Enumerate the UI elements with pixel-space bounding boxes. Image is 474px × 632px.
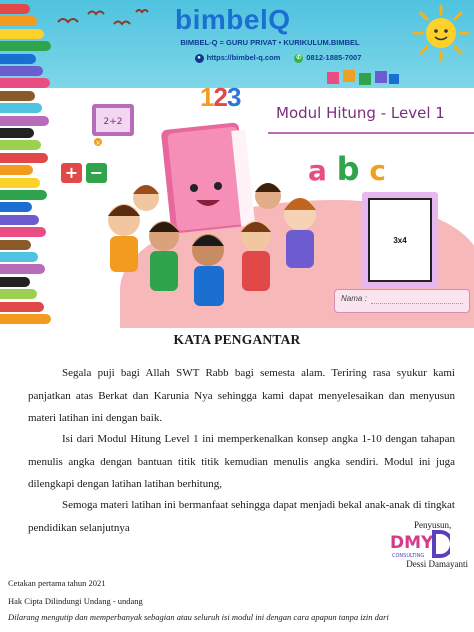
svg-text:+: + <box>64 163 79 182</box>
name-field-box <box>334 289 470 313</box>
birds-icon <box>48 4 158 34</box>
pencil-shape <box>0 252 38 262</box>
brand-logo <box>175 4 355 40</box>
pencil-shape <box>0 128 34 138</box>
pencil-shape <box>0 29 44 39</box>
dmy-consulting-logo <box>388 528 450 560</box>
pencil-shape <box>0 153 48 163</box>
math-board-text: 2+2 <box>103 117 123 127</box>
logo-subtext: CONSULTING <box>392 553 425 559</box>
name-label: Nama : <box>341 294 367 303</box>
pencil-shape <box>0 289 37 299</box>
pencil-shape <box>0 78 50 88</box>
colored-pencils-illustration <box>0 0 58 328</box>
globe-icon: ● <box>195 54 204 63</box>
pencil-shape <box>0 178 40 188</box>
pencil-shape <box>0 116 49 126</box>
name-line <box>371 303 463 304</box>
letter-b: b <box>336 150 360 188</box>
copy-disclaimer: Dilarang mengutip dan memperbanyak sebagian atau seluruh isi modul ini dengan cara apapun tanpa izin dari <box>8 612 389 622</box>
phone-text: 0812-1885-7007 <box>306 53 362 62</box>
children-with-book-illustration <box>96 108 336 318</box>
module-title: Modul Hitung - Level 1 <box>276 104 445 122</box>
brand-tagline: BIMBEL-Q = GURU PRIVAT • KURIKULUM.BIMBEL <box>180 38 360 47</box>
pencil-shape <box>0 202 32 212</box>
pencil-shape <box>0 103 42 113</box>
pencil-shape <box>0 165 33 175</box>
website-text: https://bimbel-q.com <box>206 53 281 62</box>
pencil-shape <box>0 54 36 64</box>
print-edition: Cetakan pertama tahun 2021 <box>8 578 106 588</box>
logo-text: DMY <box>390 533 434 553</box>
pencil-shape <box>0 190 47 200</box>
letter-c: c <box>369 154 386 187</box>
pencil-shape <box>0 240 31 250</box>
pencil-shape <box>0 140 41 150</box>
pencil-shape <box>0 302 44 312</box>
phone-item <box>294 53 361 63</box>
copyright-notice: Hak Cipta Dilindungi Undang - undang <box>8 596 143 606</box>
pencil-shape <box>0 264 45 274</box>
website-item <box>195 53 281 63</box>
pencil-shape <box>0 4 30 14</box>
contact-row <box>148 53 408 63</box>
brand-name: bimbel <box>175 4 269 35</box>
preface-section <box>0 328 474 632</box>
svg-text:×: × <box>95 139 101 147</box>
bunting-flags-icon <box>325 68 401 88</box>
number-one: 1 <box>200 82 214 112</box>
pencil-shape <box>0 66 43 76</box>
number-three: 3 <box>226 82 241 112</box>
pencil-shape <box>0 227 46 237</box>
pencil-shape <box>0 91 35 101</box>
whatsapp-icon: ✆ <box>296 54 302 61</box>
pencil-shape <box>0 277 30 287</box>
photo-frame <box>362 192 438 288</box>
preface-paragraph-2: Isi dari Modul Hitung Level 1 ini memperkenalkan konsep angka 1-10 dengan tahapan menulis angka dengan bantuan titik titik kemudian menulis angka sendiri. Modul ini juga dilengkapi dengan latihan latihan berhitung, <box>28 433 455 490</box>
sun-icon <box>412 4 470 62</box>
svg-text:−: − <box>89 163 104 182</box>
photo-placeholder: 3x4 <box>368 198 432 282</box>
preface-paragraph-3: Semoga materi latihan ini bermanfaat sehingga dapat menjadi bekal anak-anak di tingkat pendidikan selanjutnya <box>28 499 455 534</box>
letter-a: a <box>308 154 327 187</box>
signature-label: Penyusun, <box>414 520 452 530</box>
preface-heading: KATA PENGANTAR <box>173 332 301 347</box>
author-name: Dessi Damayanti <box>406 559 468 569</box>
preface-paragraph-1: Segala puji bagi Allah SWT Rabb bagi semesta alam. Teriring rasa syukur kami panjatkan atas Berkat dan Karunia Nya sehingga kami dapat menyelesaikan dan menyusun materi latihan ini dengan baik. <box>28 367 455 424</box>
pencil-shape <box>0 16 37 26</box>
pencil-shape <box>0 215 39 225</box>
pencil-shape <box>0 41 51 51</box>
pencil-shape <box>0 314 51 324</box>
number-two: 2 <box>213 82 227 112</box>
brand-letter: Q <box>268 4 291 35</box>
